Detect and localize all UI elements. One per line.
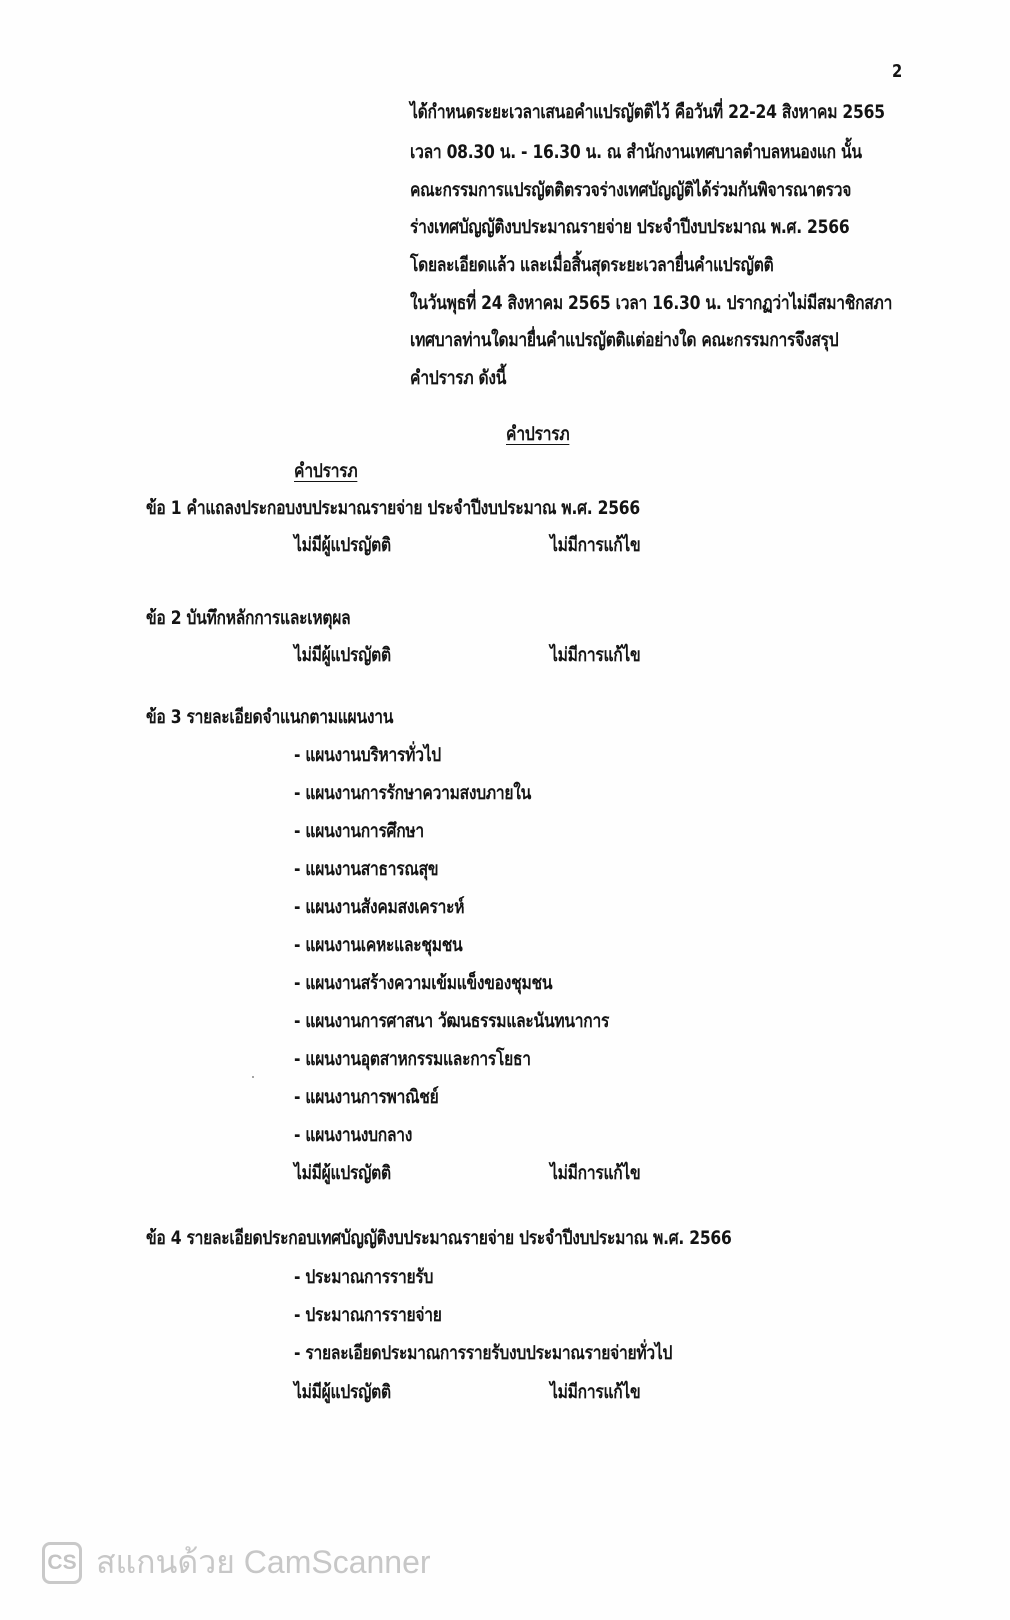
intro-line: ได้กำหนดระยะเวลาเสนอคำแปรญัตติไว้ คือวันที่ 22-24 สิงหาคม 2565 — [410, 101, 885, 123]
plan-item: - แผนงานสังคมสงเคราะห์ — [294, 896, 465, 918]
sub-heading: คำปรารภ — [294, 460, 358, 482]
no-change-text: ไม่มีการแก้ไข — [550, 1381, 641, 1403]
no-change-text: ไม่มีการแก้ไข — [550, 1162, 641, 1184]
plan-item: - แผนงานสาธารณสุข — [294, 858, 439, 880]
plan-item: - แผนงานการพาณิชย์ — [294, 1086, 439, 1108]
estimate-item: - รายละเอียดประมาณการรายรับงบประมาณรายจ่ายทั่วไป — [294, 1342, 673, 1364]
plan-item: - แผนงานสร้างความเข้มแข็งของชุมชน — [294, 972, 553, 994]
intro-line: คณะกรรมการแปรญัตติตรวจร่างเทศบัญญัติได้ร่วมกันพิจารณาตรวจ — [410, 179, 852, 201]
plan-item: - แผนงานการศาสนา วัฒนธรรมและนันทนาการ — [294, 1010, 610, 1032]
no-amend-text: ไม่มีผู้แปรญัตติ — [294, 534, 391, 556]
no-amend-text: ไม่มีผู้แปรญัตติ — [294, 1162, 391, 1184]
intro-line: คำปรารภ ดังนี้ — [410, 367, 507, 389]
intro-line: เทศบาลท่านใดมายื่นคำแปรญัตติแต่อย่างใด คณะกรรมการจึงสรุป — [410, 329, 839, 351]
center-heading: คำปรารภ — [506, 423, 570, 445]
camscanner-logo-icon: CS — [42, 1542, 82, 1584]
intro-line: โดยละเอียดแล้ว และเมื่อสิ้นสุดระยะเวลายื่นคำแปรญัตติ — [410, 254, 774, 276]
scan-speck — [252, 1076, 254, 1078]
no-change-text: ไม่มีการแก้ไข — [550, 534, 641, 556]
estimate-item: - ประมาณการรายรับ — [294, 1266, 434, 1288]
plan-item: - แผนงานการรักษาความสงบภายใน — [294, 782, 532, 804]
plan-item: - แผนงานบริหารทั่วไป — [294, 744, 441, 766]
intro-line: เวลา 08.30 น. - 16.30 น. ณ สำนักงานเทศบาลตำบลหนองแก นั้น — [410, 141, 862, 163]
no-amend-text: ไม่มีผู้แปรญัตติ — [294, 1381, 391, 1403]
no-amend-text: ไม่มีผู้แปรญัตติ — [294, 644, 391, 666]
item-label: ข้อ 1 คำแถลงประกอบงบประมาณรายจ่าย ประจำปีงบประมาณ พ.ศ. 2566 — [146, 497, 640, 519]
plan-item: - แผนงานอุตสาหกรรมและการโยธา — [294, 1048, 531, 1070]
plan-item: - แผนงานงบกลาง — [294, 1124, 413, 1146]
intro-line: ร่างเทศบัญญัติงบประมาณรายจ่าย ประจำปีงบประมาณ พ.ศ. 2566 — [410, 216, 850, 238]
estimate-item: - ประมาณการรายจ่าย — [294, 1304, 442, 1326]
plan-item: - แผนงานการศึกษา — [294, 820, 424, 842]
item-label: ข้อ 4 รายละเอียดประกอบเทศบัญญัติงบประมาณรายจ่าย ประจำปีงบประมาณ พ.ศ. 2566 — [146, 1227, 732, 1249]
page-number: 2 — [892, 61, 903, 82]
item-label: ข้อ 2 บันทึกหลักการและเหตุผล — [146, 607, 351, 629]
no-change-text: ไม่มีการแก้ไข — [550, 644, 641, 666]
camscanner-watermark — [42, 1537, 431, 1588]
intro-line: ในวันพุธที่ 24 สิงหาคม 2565 เวลา 16.30 น. ปรากฏว่าไม่มีสมาชิกสภา — [410, 292, 893, 314]
item-label: ข้อ 3 รายละเอียดจำแนกตามแผนงาน — [146, 706, 394, 728]
plan-item: - แผนงานเคหะและชุมชน — [294, 934, 463, 956]
watermark-text: สแกนด้วย CamScanner — [96, 1544, 431, 1580]
